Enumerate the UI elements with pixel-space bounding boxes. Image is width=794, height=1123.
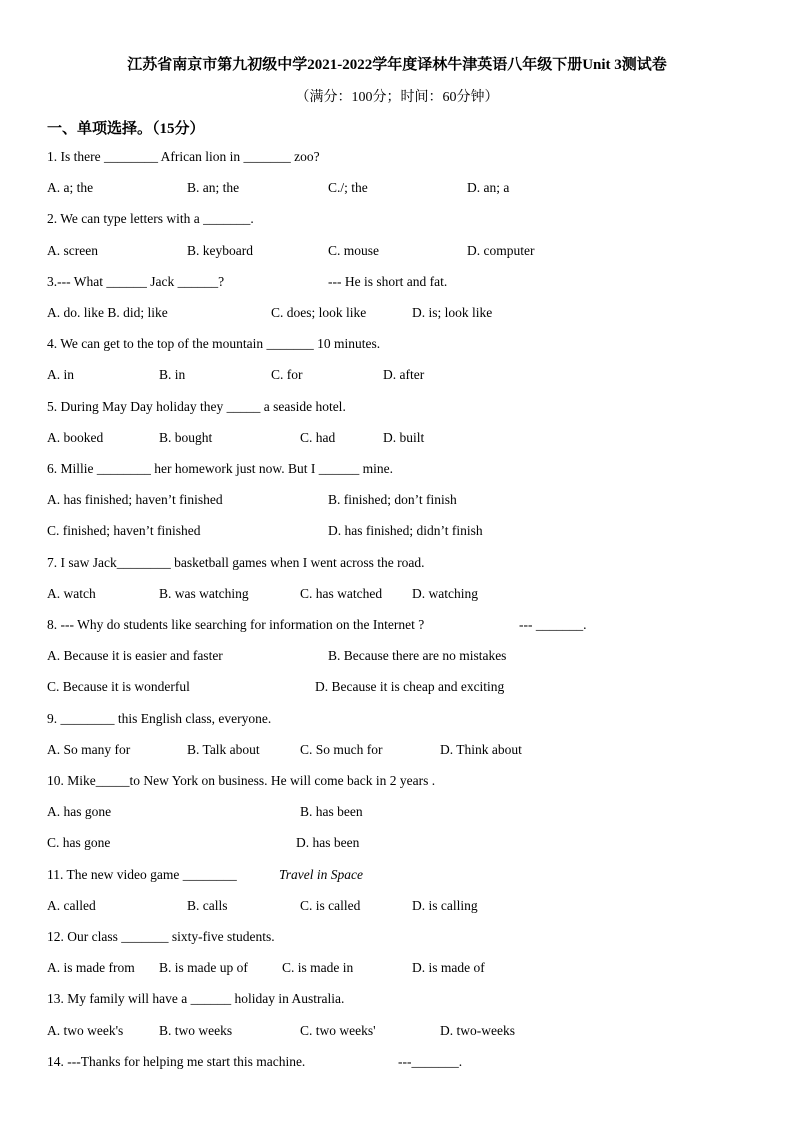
option-b: B. an; the [187, 180, 240, 195]
question-6-options-row2 [0, 523, 794, 543]
question-text: 12. Our class _______ sixty-five students. [47, 929, 275, 944]
section-heading: 一、单项选择。（15分） [47, 121, 205, 137]
question-11-options [0, 898, 794, 918]
option-a: A. in [47, 367, 74, 382]
question-5-options [0, 430, 794, 450]
option-c: C. is called [300, 898, 361, 913]
question-10-options-row1 [0, 804, 794, 824]
option-d: D. built [383, 430, 425, 445]
option-d: D. Because it is cheap and exciting [315, 679, 505, 694]
question-2-options [0, 243, 794, 263]
option-a: A. booked [47, 430, 104, 445]
question-10-options-row2 [0, 835, 794, 855]
question-response: --- He is short and fat. [328, 274, 448, 289]
option-b: B. finished; don’t finish [328, 492, 457, 507]
option-b: B. was watching [159, 586, 249, 601]
question-text: 4. We can get to the top of the mountain _______ 10 minutes. [47, 336, 381, 351]
option-d: D. an; a [467, 180, 510, 195]
question-11 [0, 867, 794, 887]
option-d: D. is calling [412, 898, 478, 913]
question-text: 9. ________ this English class, everyone. [47, 711, 272, 726]
option-c: C. two weeks' [300, 1023, 376, 1038]
question-text: 6. Millie ________ her homework just now. But I ______ mine. [47, 461, 393, 476]
option-d: D. after [383, 367, 425, 382]
option-c: C. has gone [47, 835, 111, 850]
option-a: A. is made from [47, 960, 135, 975]
option-d: D. Think about [440, 742, 522, 757]
option-a: A. two week's [47, 1023, 124, 1038]
game-title: Travel in Space [279, 867, 363, 882]
option-c: C. Because it is wonderful [47, 679, 190, 694]
question-text: 2. We can type letters with a _______. [47, 211, 254, 226]
option-c: C. is made in [282, 960, 354, 975]
option-b: B. two weeks [159, 1023, 233, 1038]
option-b: B. Talk about [187, 742, 260, 757]
option-c: C. So much for [300, 742, 383, 757]
option-d: D. has been [296, 835, 360, 850]
option-b: B. bought [159, 430, 213, 445]
question-9-options [0, 742, 794, 762]
question-13-options [0, 1023, 794, 1043]
question-4-options [0, 367, 794, 387]
question-3 [0, 274, 794, 294]
option-a: A. a; the [47, 180, 94, 195]
question-9 [0, 711, 794, 731]
question-text: 1. Is there ________ African lion in _______ zoo? [47, 149, 320, 164]
question-1 [0, 149, 794, 169]
option-b: B. calls [187, 898, 228, 913]
question-text: 11. The new video game ________ [47, 867, 237, 882]
question-text: 5. During May Day holiday they _____ a seaside hotel. [47, 399, 346, 414]
option-d: D. is; look like [412, 305, 493, 320]
question-1-options [0, 180, 794, 200]
question-4 [0, 336, 794, 356]
question-14 [0, 1054, 794, 1074]
option-b: B. in [159, 367, 186, 382]
option-a: A. has gone [47, 804, 112, 819]
question-3-options [0, 305, 794, 325]
option-a: A. called [47, 898, 96, 913]
question-8 [0, 617, 794, 637]
question-10 [0, 773, 794, 793]
question-8-options-row2 [0, 679, 794, 699]
page-title: 江苏省南京市第九初级中学2021-2022学年度译林牛津英语八年级下册Unit 3测试卷 [127, 57, 667, 73]
option-a: A. screen [47, 243, 98, 258]
option-d: D. has finished; didn’t finish [328, 523, 483, 538]
option-ab: A. do. like B. did; like [47, 305, 168, 320]
option-c: C. has watched [300, 586, 383, 601]
option-b: B. is made up of [159, 960, 248, 975]
question-5 [0, 399, 794, 419]
question-13 [0, 991, 794, 1011]
option-a: A. watch [47, 586, 96, 601]
option-a: A. has finished; haven’t finished [47, 492, 223, 507]
question-text: 10. Mike_____to New York on business. He will come back in 2 years . [47, 773, 436, 788]
option-b: B. keyboard [187, 243, 253, 258]
option-b: B. Because there are no mistakes [328, 648, 507, 663]
option-c: C. for [271, 367, 303, 382]
question-8-options-row1 [0, 648, 794, 668]
question-12-options [0, 960, 794, 980]
question-6-options-row1 [0, 492, 794, 512]
option-c: C. finished; haven’t finished [47, 523, 201, 538]
option-c: C. does; look like [271, 305, 367, 320]
question-text: 13. My family will have a ______ holiday in Australia. [47, 991, 345, 1006]
option-d: D. two-weeks [440, 1023, 515, 1038]
question-text: 14. ---Thanks for helping me start this machine. [47, 1054, 306, 1069]
question-response: ---_______. [398, 1054, 463, 1069]
question-response: --- _______. [519, 617, 587, 632]
question-text: 7. I saw Jack________ basketball games when I went across the road. [47, 555, 425, 570]
page-subtitle: （满分：100分；时间：60分钟） [295, 90, 499, 105]
option-d: D. computer [467, 243, 535, 258]
option-d: D. watching [412, 586, 478, 601]
option-b: B. has been [300, 804, 363, 819]
option-c: C./; the [328, 180, 368, 195]
option-c: C. mouse [328, 243, 380, 258]
question-text: 3.--- What ______ Jack ______? [47, 274, 225, 289]
option-d: D. is made of [412, 960, 485, 975]
question-7 [0, 555, 794, 575]
option-c: C. had [300, 430, 336, 445]
question-6 [0, 461, 794, 481]
question-text: 8. --- Why do students like searching for information on the Internet ? [47, 617, 425, 632]
option-a: A. So many for [47, 742, 131, 757]
question-2 [0, 211, 794, 231]
question-12 [0, 929, 794, 949]
option-a: A. Because it is easier and faster [47, 648, 223, 663]
question-7-options [0, 586, 794, 606]
